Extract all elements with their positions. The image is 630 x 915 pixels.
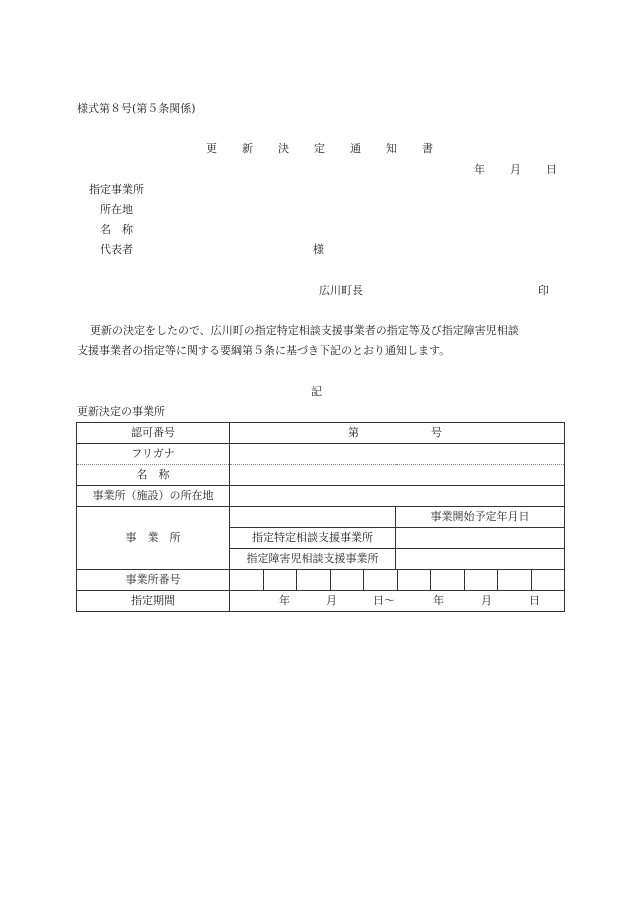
- period-end-year: 年: [433, 594, 444, 607]
- date-year-label: 年: [474, 163, 485, 176]
- permit-number-label: 認可番号: [77, 423, 230, 444]
- body-line-1: 更新の決定をしたので、広川町の指定特定相談支援事業者の指定等及び指定障害児相談: [90, 324, 519, 337]
- table-caption: 更新決定の事業所: [77, 405, 165, 418]
- office-number-cell: [297, 570, 331, 590]
- office-address-field: [230, 486, 565, 507]
- office-number-cell: [498, 570, 532, 590]
- permit-number-field: [230, 423, 565, 444]
- start-date-field-1: [396, 528, 565, 549]
- period-end-day: 日: [529, 594, 540, 607]
- ki-heading: 記: [311, 385, 322, 398]
- office-number-cell: [264, 570, 298, 590]
- title-char: 決: [278, 142, 289, 155]
- title-char: 知: [386, 142, 397, 155]
- office-number-field: [230, 570, 565, 591]
- permit-go: 号: [431, 426, 442, 439]
- title-char: 更: [206, 142, 217, 155]
- office-label: 事 業 所: [77, 507, 230, 570]
- start-date-field-2: [396, 549, 565, 570]
- table-row: [77, 570, 565, 591]
- date-month-label: 月: [510, 163, 521, 176]
- period-start-year: 年: [279, 594, 290, 607]
- form-number: 様式第８号(第５条関係): [77, 102, 196, 115]
- period-end-month: 月: [481, 594, 492, 607]
- office-number-cell: [398, 570, 432, 590]
- period-field: [230, 591, 565, 612]
- document-title: [206, 142, 458, 156]
- office-number-cell: [230, 570, 264, 590]
- furigana-field: [230, 444, 565, 465]
- addressee-heading: 指定事業所: [89, 183, 144, 196]
- table-row: [77, 465, 565, 486]
- table-row: [77, 423, 565, 444]
- office-number-cell: [431, 570, 465, 590]
- title-char: 通: [350, 142, 361, 155]
- office-type-2: 指定障害児相談支援事業所: [230, 549, 396, 570]
- start-date-label: 事業開始予定年月日: [396, 507, 565, 528]
- table-row: [77, 507, 565, 528]
- issuer-seal: 印: [538, 284, 549, 297]
- date-day-label: 日: [546, 163, 557, 176]
- office-blank-cell: [230, 507, 396, 528]
- office-table: [76, 422, 565, 612]
- table-row: [77, 444, 565, 465]
- title-char: 書: [422, 142, 433, 155]
- period-start-month: 月: [326, 594, 337, 607]
- title-char: 定: [314, 142, 325, 155]
- title-char: 新: [242, 142, 253, 155]
- permit-dai: 第: [348, 426, 359, 439]
- body-line-2: 支援事業者の指定等に関する要綱第５条に基づき下記のとおり通知します。: [77, 344, 451, 357]
- addressee-name-label: 名 称: [100, 223, 133, 236]
- addressee-representative-label: 代表者: [100, 243, 133, 256]
- addressee-honorific: 様: [313, 243, 324, 256]
- issue-date: [474, 163, 557, 177]
- office-name-label: 名 称: [77, 465, 230, 486]
- office-number-cell: [465, 570, 499, 590]
- office-number-cell: [364, 570, 398, 590]
- office-name-field: [230, 465, 565, 486]
- table-row: [77, 591, 565, 612]
- office-address-label: 事業所（施設）の所在地: [77, 486, 230, 507]
- issuer-name: 広川町長: [319, 284, 363, 297]
- table-row: [77, 486, 565, 507]
- office-number-cell: [331, 570, 365, 590]
- office-number-label: 事業所番号: [77, 570, 230, 591]
- furigana-label: フリガナ: [77, 444, 230, 465]
- office-number-cell: [532, 570, 565, 590]
- office-type-1: 指定特定相談支援事業所: [230, 528, 396, 549]
- period-label: 指定期間: [77, 591, 230, 612]
- period-start-day: 日～: [373, 594, 395, 607]
- addressee-location-label: 所在地: [100, 203, 133, 216]
